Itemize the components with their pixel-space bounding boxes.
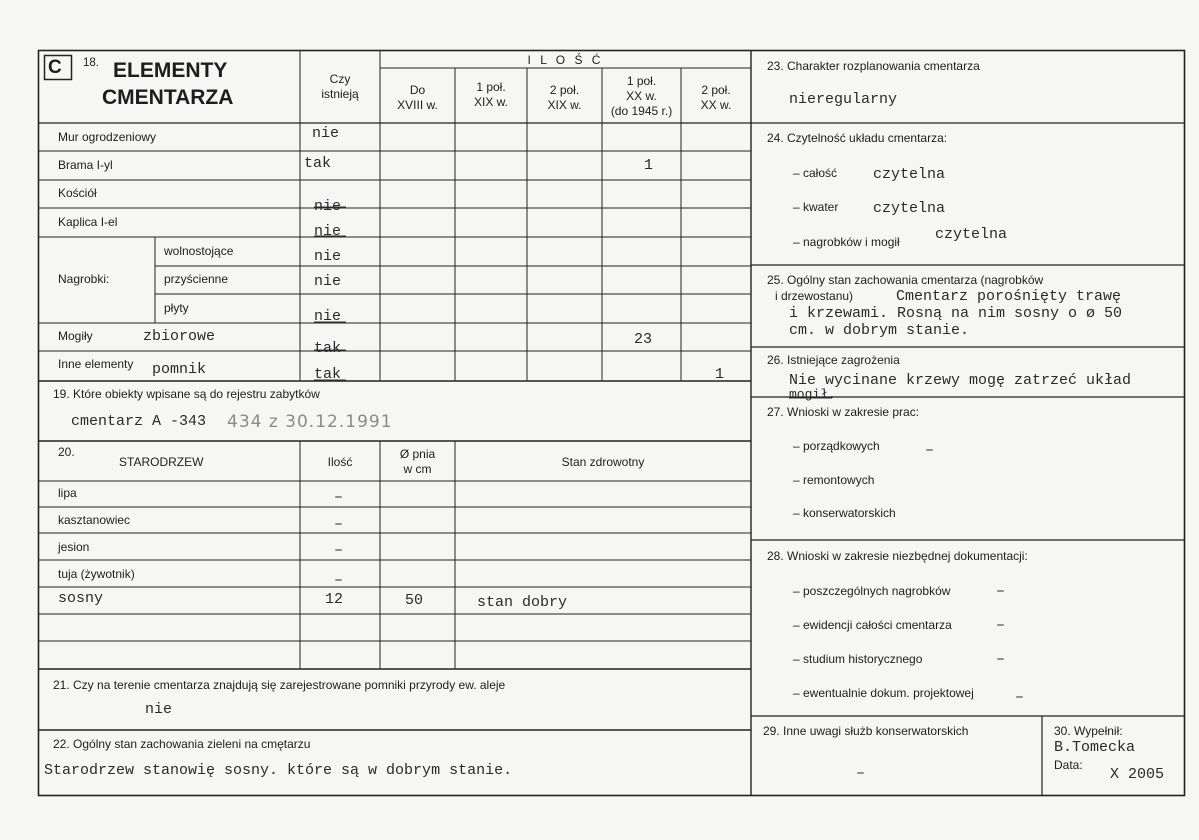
- col-header-exists: [300, 73, 380, 100]
- q24-item1-value: czytelna: [873, 166, 946, 183]
- q26-answer-line2: mogił.: [789, 387, 836, 402]
- q19-handwritten: 434 z 30.12.1991: [227, 412, 393, 432]
- section-letter: C: [48, 57, 62, 78]
- tree-diam-sosny: 50: [405, 592, 424, 609]
- period-5-l1: 2 poł.: [701, 83, 731, 97]
- period-4-l1: 1 poł.: [626, 74, 657, 88]
- q26-answer-line1: Nie wycinane krzewy mogę zatrzeć układ: [789, 372, 1132, 389]
- exists-wolnostojace: nie: [314, 248, 342, 265]
- q28-item2-value: –: [996, 617, 1006, 634]
- row-label-przyscienne: przyścienne: [164, 272, 229, 286]
- tree-name-jesion: jesion: [58, 540, 90, 554]
- q25-answer-line2: i krzewami. Rosną na nim sosny o ø 50: [789, 305, 1123, 322]
- period-header-2: [455, 80, 527, 110]
- tree-qty-tuja: –: [334, 572, 344, 589]
- q28-item1-value: –: [996, 583, 1006, 600]
- section-number: 18.: [83, 57, 99, 69]
- q28-item4-label: – ewentualnie dokum. projektowej: [793, 686, 974, 700]
- tree-name-tuja: tuja (żywotnik): [58, 567, 135, 581]
- q29-answer: –: [856, 765, 866, 782]
- qty-brama-p4: 1: [644, 157, 654, 174]
- period-3-l2: XIX w.: [547, 98, 582, 112]
- tree-qty-jesion: –: [334, 542, 344, 559]
- row-label-brama: Brama I-yl: [58, 158, 113, 172]
- period-2-l1: 1 poł.: [476, 80, 506, 94]
- row-label-mogily: Mogiły: [58, 329, 93, 343]
- exists-kaplica: nie: [314, 223, 342, 240]
- row-label-inne: Inne elementy: [58, 357, 134, 371]
- row-label-mur: Mur ogrodzeniowy: [58, 130, 157, 144]
- q21-label: 21. Czy na terenie cmentarza znajdują się zarejestrowane pomniki przyrody ew. aleje: [53, 678, 506, 692]
- row-label-kaplica: Kaplica I-el: [58, 215, 118, 229]
- period-5-l2: XX w.: [700, 98, 732, 112]
- qty-mogily-p4: 23: [634, 331, 653, 348]
- exists-kosciol: nie: [314, 198, 342, 215]
- period-header-3: [527, 83, 602, 113]
- period-1-l1: Do: [409, 83, 426, 97]
- q20-title: STARODRZEW: [119, 455, 204, 469]
- exists-mogily: tak: [314, 340, 342, 357]
- exists-mur: nie: [312, 125, 340, 142]
- q27-item2-label: – remontowych: [793, 473, 875, 487]
- period-4-l3: (do 1945 r.): [610, 104, 673, 118]
- q20-number: 20.: [58, 445, 75, 459]
- q24-item3-label: – nagrobków i mogił: [793, 235, 900, 249]
- q19-label: 19. Które obiekty wpisane są do rejestru zabytków: [53, 387, 320, 401]
- exists-inne: tak: [314, 366, 342, 383]
- q27-item1-label: – porządkowych: [793, 439, 880, 453]
- q22-label: 22. Ogólny stan zachowania zieleni na cmętarzu: [53, 737, 311, 751]
- exists-przyscienne: nie: [314, 273, 342, 290]
- row-label-kosciol: Kościół: [58, 186, 97, 200]
- q25-answer-line3: cm. w dobrym stanie.: [789, 322, 970, 339]
- row-typed-inne: pomnik: [152, 361, 207, 378]
- q28-item4-value: –: [1015, 689, 1025, 706]
- q27-item1-value: –: [925, 442, 935, 459]
- tree-qty-sosny: 12: [325, 591, 344, 608]
- period-2-l2: XIX w.: [473, 95, 508, 109]
- q28-item3-label: – studium historycznego: [793, 652, 923, 666]
- q25-answer-line1: Cmentarz porośnięty trawę: [896, 288, 1122, 305]
- row-typed-mogily: zbiorowe: [143, 328, 216, 345]
- q23-label: 23. Charakter rozplanowania cmentarza: [767, 59, 980, 73]
- q24-item2-label: – kwater: [793, 200, 839, 214]
- q20-col-qty: Ilość: [327, 455, 353, 469]
- q20-col-diam-l1: Ø pnia: [399, 447, 436, 461]
- col-header-ilosc: I L O Ś Ć: [527, 53, 604, 67]
- col-header-exists-l1: Czy: [329, 72, 351, 86]
- q30-label: 30. Wypełnił:: [1054, 724, 1123, 738]
- q24-item3-value: czytelna: [935, 226, 1008, 243]
- q20-col-diam-l2: w cm: [403, 462, 432, 476]
- q20-col-diam: [380, 447, 455, 477]
- section-title-line2: CMENTARZA: [102, 86, 234, 109]
- period-3-l1: 2 poł.: [549, 83, 580, 97]
- qty-inne-p5: 1: [715, 366, 725, 383]
- q24-label: 24. Czytelność układu cmentarza:: [767, 131, 948, 145]
- q30-name: B.Tomecka: [1054, 739, 1136, 756]
- tree-qty-kasztanowiec: –: [334, 516, 344, 533]
- row-label-plyty: płyty: [164, 301, 189, 315]
- q22-answer: Starodrzew stanowię sosny. które są w dobrym stanie.: [44, 762, 513, 779]
- row-label-nagrobki: Nagrobki:: [58, 272, 110, 286]
- q25-label-line2: i drzewostanu): [775, 289, 854, 303]
- period-header-5: [681, 83, 751, 113]
- q28-label: 28. Wnioski w zakresie niezbędnej dokumentacji:: [767, 549, 1028, 563]
- period-1-l2: XVIII w.: [397, 98, 438, 112]
- q24-item1-label: – całość: [793, 166, 838, 180]
- tree-qty-lipa: –: [334, 489, 344, 506]
- q23-answer: nieregularny: [789, 91, 898, 108]
- section-title-line1: ELEMENTY: [113, 59, 228, 82]
- tree-name-sosny: sosny: [58, 590, 104, 607]
- q20-col-health: Stan zdrowotny: [561, 455, 645, 469]
- q30-date: X 2005: [1110, 766, 1165, 783]
- tree-name-kasztanowiec: kasztanowiec: [58, 513, 131, 527]
- q27-label: 27. Wnioski w zakresie prac:: [767, 405, 920, 419]
- q26-label: 26. Istniejące zagrożenia: [767, 353, 900, 367]
- row-label-wolnostojace: wolnostojące: [164, 244, 234, 258]
- q28-item2-label: – ewidencji całości cmentarza: [793, 618, 952, 632]
- q28-item3-value: –: [996, 651, 1006, 668]
- q25-label-line1: 25. Ogólny stan zachowania cmentarza (nagrobków: [767, 273, 1044, 287]
- exists-brama: tak: [304, 155, 332, 172]
- q28-item1-label: – poszczególnych nagrobków: [793, 584, 951, 598]
- q24-item2-value: czytelna: [873, 200, 946, 217]
- q27-item3-label: – konserwatorskich: [793, 506, 896, 520]
- exists-plyty: nie: [314, 308, 342, 325]
- q19-typed: cmentarz A -343: [71, 413, 207, 430]
- period-4-l2: XX w.: [626, 89, 657, 103]
- q29-label: 29. Inne uwagi służb konserwatorskich: [763, 724, 969, 738]
- tree-health-sosny: stan dobry: [477, 594, 568, 611]
- tree-name-lipa: lipa: [58, 486, 77, 500]
- q21-answer: nie: [145, 701, 173, 718]
- period-header-4: [602, 74, 681, 119]
- period-header-1: [380, 83, 455, 113]
- col-header-exists-l2: istnieją: [321, 87, 359, 101]
- q30-date-label: Data:: [1054, 758, 1083, 772]
